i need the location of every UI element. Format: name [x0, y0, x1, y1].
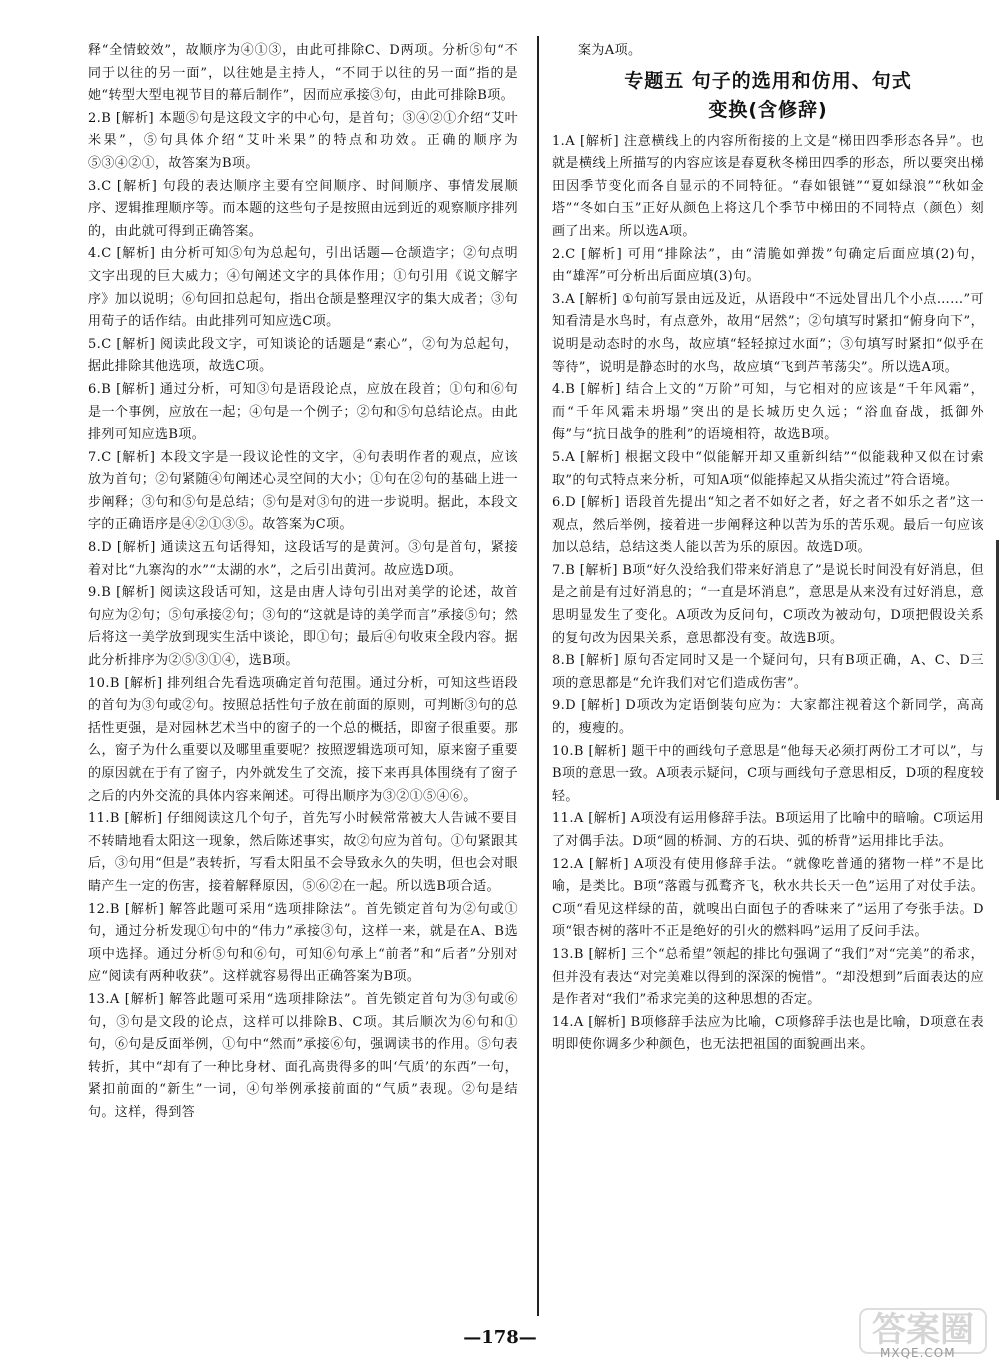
answer-entry: 13.B [解析] 三个“总希望”领起的排比句强调了“我们”对“完美”的希求，但并没有表达“对完美难以得到的深深的惋惜”。“却没想到”后面表达的应是作者对“我们”希求完美的这种思想的否定。: [552, 946, 984, 1008]
answer-entry: 4.B [解析] 结合上文的“万阶”可知，与它相对的应该是“千年风霜”，而“千年风霜未坍塌”突出的是长城历史久远；“浴血奋战，抵御外侮”与“抗日战争的胜利”的语境相符，故选B项。: [552, 382, 984, 443]
answer-entry: 8.B [解析] 原句否定同时又是一个疑问句，只有B项正确，A、C、D三项的意思都是“允许我们对它们造成伤害”。: [552, 653, 984, 691]
answer-entry: 6.B [解析] 通过分析，可知③句是语段论点，应放在段首；①句和⑥句是一个事例，应放在一起；④句是一个例子；②句和⑤句总结论点。由此排列可知应选B项。: [88, 381, 518, 443]
answer-entry: 5.A [解析] 根据文段中“似能解开却又重新纠结”“似能栽种又似在讨索取”的句式特点来分析，可知A项“似能捧起又从指尖流过”符合语境。: [552, 449, 984, 488]
answer-entry: 14.A [解析] B项修辞手法应为比喻，C项修辞手法也是比喻，D项意在表明即使你调多少种颜色，也无法把祖国的面貌画出来。: [552, 1014, 984, 1053]
answer-entry: 8.D [解析] 通读这五句话得知，这段话写的是黄河。③句是首句，紧接着对比“九寨沟的水”“太湖的水”，之后引出黄河。故应选D项。: [88, 540, 518, 578]
answer-entry: 11.A [解析] A项没有运用修辞手法。B项运用了比喻中的暗喻。C项运用了对偶手法。D项“圆的桥洞、方的石块、弧的桥背”运用排比手法。: [552, 811, 984, 849]
page-edge-mark: [996, 540, 999, 800]
section-title-line2: 变换(含修辞): [708, 98, 828, 121]
answer-entry: 3.C [解析] 句段的表达顺序主要有空间顺序、时间顺序、事情发展顺序、逻辑推理顺序等。而本题的这些句子是按照由远到近的观察顺序排列的，由此就可得到正确答案。: [88, 178, 518, 239]
answer-entry: 7.B [解析] B项“好久没给我们带来好消息了”是说长时间没有好消息，但是之前是有过好消息的；“一直是坏消息”，意思是从来没有过好消息，意思明显发生了变化。A项改为反问句，C项改为被动句，D项把假设关系的复句改为因果关系，意思都没有变。故选B项。: [552, 562, 984, 646]
answer-entry: 7.C [解析] 本段文字是一段议论性的文字，④句表明作者的观点，应该放为首句；②句紧随④句阐述心灵空间的大小；①句在②句的基础上进一步阐释；③句和⑤句是总结；⑤句是对③句的进一步说明。据此，本段文字的正确语序是④②①③⑤。故答案为C项。: [88, 449, 518, 533]
answer-entry: 2.C [解析] 可用“排除法”，由“清脆如弹拨”句确定后面应填(2)句，由“雄浑”可分析出后面应填(3)句。: [552, 246, 984, 285]
section-title-line1: 专题五 句子的选用和仿用、句式: [624, 69, 912, 92]
watermark-text: 答案圈: [872, 1310, 974, 1350]
answer-continuation: 释“全情蛟效”，故顺序为④①③，由此可排除C、D两项。分析⑤句“不同于以往的另一面”，以往她是主持人，“不同于以往的另一面”指的是她“转型大型电视节目的幕后制作”，因而应承接③句，由此可排除B项。: [88, 43, 518, 104]
column-divider: [537, 36, 539, 1316]
left-column: [88, 40, 518, 1125]
answer-entry: 9.D [解析] D项改为定语倒装句应为：大家都注视着这个新同学，高高的，瘦瘦的。: [552, 698, 984, 737]
answer-entry: 12.B [解析] 解答此题可采用“选项排除法”。首先锁定首句为②句或①句，通过分析发现①句中的“伟力”承接③句，这样一来，就是在A、B选项中选择。通过分析⑤句和⑥句，可知⑥句承上“前者”和“后者”分别对应“阅读有两种收获”。这样就容易得出正确答案为B项。: [88, 901, 518, 985]
answer-list: [552, 131, 984, 1057]
answer-entry: 1.A [解析] 注意横线上的内容所衔接的上文是“梯田四季形态各异”。也就是横线上所描写的内容应该是春夏秋冬梯田四季的形态，所以要突出梯田因季节变化而各自显示的不同特征。“春如银链”“夏如绿浪”“秋如金塔”“冬如白玉”正好从颜色上将这几个季节中梯田的不同特点（颜色）刻画了出来。所以选A项。: [552, 133, 984, 239]
answer-entry: 5.C [解析] 阅读此段文字，可知谈论的话题是“素心”，②句为总起句，据此排除其他选项，故选C项。: [88, 336, 518, 375]
answer-entry: 10.B [解析] 排列组合先看选项确定首句范围。通过分析，可知这些语段的首句为③句或②句。按照总括性句子放在前面的原则，可判断③句的总括性更强，是对园林艺术当中的窗子的一个总的概括，即窗子很重要。那么，窗子为什么重要以及哪里重要呢？按照逻辑选项可知，原来窗子重要的原因就在于有了窗子，内外就发生了交流，接下来再具体围绕有了窗子之后的内外交流的具体内容来阐述。可得出顺序为③②①⑤④⑥。: [88, 675, 518, 804]
answer-entry: 6.D [解析] 语段首先提出“知之者不如好之者，好之者不如乐之者”这一观点，然后举例，接着进一步阐释这种以苦为乐的苦乐观。最后一句应该加以总结，总结这类人能以苦为乐的原因。故选D项。: [552, 495, 984, 556]
answer-continuation: 案为A项。: [578, 43, 642, 58]
watermark-url: MXQE.COM: [880, 1346, 956, 1360]
page-number: —178—: [463, 1327, 537, 1348]
section-title: [552, 67, 984, 125]
answer-entry: 9.B [解析] 阅读这段话可知，这是由唐人诗句引出对美学的论述，故首句应为②句；⑤句承接②句；③句的“这就是诗的美学而言”承接⑤句；然后将这一美学放到现实生活中谈论，即①句；最后④句收束全段内容。据此分析排序为②⑤③①④，选B项。: [88, 585, 518, 669]
answer-entry: 2.B [解析] 本题⑤句是这段文字的中心句，是首句；③④②①介绍“艾叶米果”，⑤句具体介绍“艾叶米果”的特点和功效。正确的顺序为⑤③④②①，故答案为B项。: [88, 110, 518, 171]
answer-entry: 10.B [解析] 题干中的画线句子意思是“他每天必须打两份工才可以”，与B项的意思一致。A项表示疑问，C项与画线句子意思相反，D项的程度较轻。: [552, 743, 984, 804]
right-column: [552, 40, 984, 1057]
answer-entry: 3.A [解析] ①句前写景由远及近，从语段中“不远处冒出几个小点……”可知看清是水鸟时，有点意外，故用“居然”；②句填写时紧扣“俯身向下”，说明是动态时的水鸟，故应填“轻轻掠过水面”；③句填写时紧扣“似乎在等待”，说明是静态时的水鸟，故应填“飞到芦苇荡尖”。所以选A项。: [552, 291, 984, 375]
answer-entry: 11.B [解析] 仔细阅读这几个句子，首先写小时候常常被大人告诫不要目不转睛地看太阳这一现象，然后陈述事实，故②句应为首句。①句紧跟其后，③句用“但是”表转折，写看太阳虽不会导致永久的失明，但也会对眼睛产生一定的伤害，接着解释原因，⑤⑥②在一起。所以选B项合适。: [88, 811, 518, 894]
answer-entry: 4.C [解析] 由分析可知⑤句为总起句，引出话题—仓颉造字；②句点明文字出现的巨大威力；④句阐述文字的具体作用；①句引用《说文解字序》加以说明；⑥句回扣总起句，指出仓颉是整理汉字的集大成者；③句用荀子的话作结。由此排列可知应选C项。: [88, 246, 518, 330]
answer-entry: 12.A [解析] A项没有使用修辞手法。“就像吃普通的猪物一样”不是比喻，是类比。B项“落霞与孤鹜齐飞，秋水共长天一色”运用了对仗手法。C项“看见这样绿的苗，就嗅出白面包子的香味来了”运用了夸张手法。D项“银杏树的落叶不正是绝好的引火的燃料吗”运用了反问手法。: [552, 856, 984, 940]
answer-entry: 13.A [解析] 解答此题可采用“选项排除法”。首先锁定首句为③句或⑥句，③句是文段的论点，这样可以排除B、C项。其后顺次为⑥句和①句，⑥句是反面举例，①句中“然而”承接⑥句，强调读书的作用。⑤句表转折，其中“却有了一种比身材、面孔高贵得多的叫‘气质’的东西”一句，紧扣前面的“新生”一词，④句举例承接前面的“气质”表现。②句是结句。这样，得到答: [88, 991, 518, 1120]
